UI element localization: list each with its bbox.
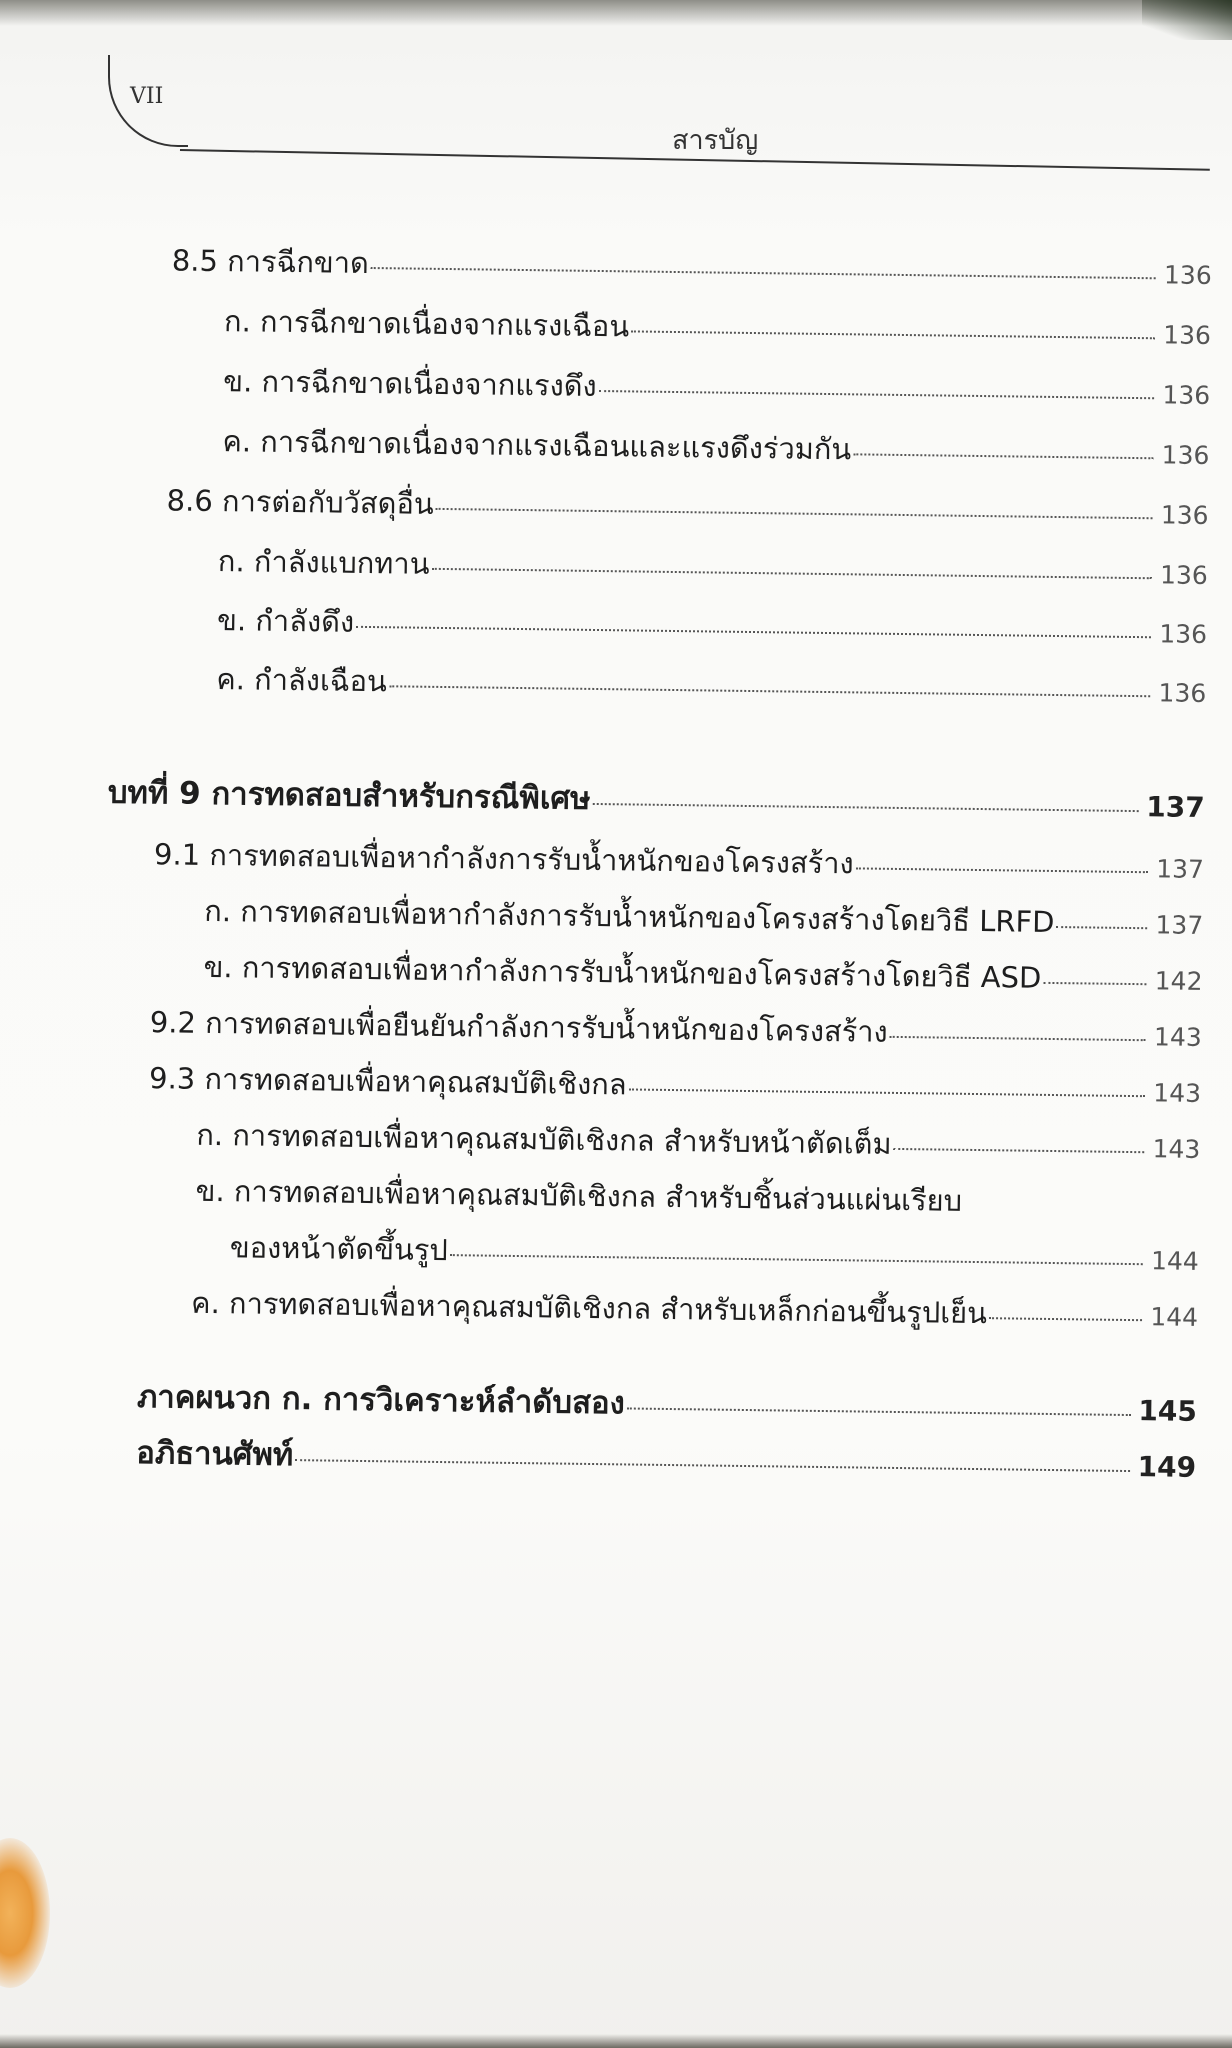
toc-entry-9-3-b[interactable]: ข. การทดสอบเพื่อหาคุณสมบัติเชิงกล สำหรับชิ้นส่วนแผ่นเรียบ <box>195 1173 963 1218</box>
toc-entry-8-5-c[interactable] <box>222 423 1209 472</box>
toc-entry-8-5-a[interactable] <box>224 303 1211 352</box>
toc-entry-page: 145 <box>1138 1394 1198 1428</box>
dot-leader <box>599 390 1155 399</box>
toc-entry-label: 9.2 การทดสอบเพื่อยืนยันกำลังการรับน้ำหนักของโครงสร้าง <box>149 1005 888 1049</box>
dot-leader <box>629 1088 1146 1097</box>
toc-entry-9-1-b[interactable] <box>203 949 1202 998</box>
dot-leader <box>295 1459 1129 1472</box>
dot-leader <box>371 267 1156 279</box>
toc-entry-9-3[interactable] <box>149 1060 1201 1110</box>
page-title: สารบัญ <box>672 125 759 156</box>
toc-entry-page: 137 <box>1146 790 1205 824</box>
toc-appendix-a[interactable] <box>137 1378 1197 1431</box>
toc-entry-8-5-b[interactable] <box>223 363 1210 412</box>
toc-entry-8-5[interactable] <box>172 242 1212 292</box>
toc-entry-9-1-a[interactable] <box>204 893 1203 942</box>
toc-entry-page: 137 <box>1156 854 1205 884</box>
toc-entry-label: ก. การทดสอบเพื่อหาคุณสมบัติเชิงกล สำหรับหน้าตัดเต็ม <box>196 1117 892 1161</box>
dot-leader <box>893 1148 1144 1153</box>
toc-entry-page: 143 <box>1152 1134 1201 1164</box>
toc-entry-label: 9.1 การทดสอบเพื่อหากำลังการรับน้ำหนักของโครงสร้าง <box>153 837 854 881</box>
toc-entry-page: 149 <box>1137 1450 1197 1484</box>
toc-entry-label: ข. กำลังดึง <box>216 603 355 639</box>
toc-entry-8-6-a[interactable] <box>218 543 1208 592</box>
toc-entry-page: 143 <box>1153 1022 1202 1052</box>
toc-entry-label: 8.5 การฉีกขาด <box>171 243 370 280</box>
toc-entry-label: 8.6 การต่อกับวัสดุอื่น <box>166 483 434 521</box>
dot-leader <box>431 568 1152 579</box>
toc-entry-9-3-a[interactable] <box>196 1117 1200 1166</box>
toc-entry-8-6[interactable] <box>166 482 1208 532</box>
toc-entry-9-3-c[interactable] <box>191 1285 1198 1334</box>
toc-glossary[interactable] <box>136 1434 1196 1487</box>
toc-entry-8-6-c[interactable] <box>216 661 1206 710</box>
toc-entry-page: 136 <box>1160 500 1209 530</box>
toc-entry-page: 136 <box>1159 619 1208 649</box>
toc-entry-label: ข. การฉีกขาดเนื่องจากแรงดึง <box>223 364 597 403</box>
toc-entry-label: ภาคผนวก ก. การวิเคราะห์ลำดับสอง <box>136 1379 625 1422</box>
toc-entry-9-3-b-continued[interactable] <box>230 1229 1199 1278</box>
dot-leader <box>356 626 1151 638</box>
toc-entry-page: 136 <box>1163 320 1212 351</box>
toc-entry-label: ค. การฉีกขาดเนื่องจากแรงเฉือนและแรงดึงร่วมกัน <box>222 424 852 467</box>
toc-entry-page: 136 <box>1163 260 1212 291</box>
toc-entry-page: 144 <box>1150 1302 1199 1332</box>
toc-entry-label: อภิธานศัพท์ <box>135 1435 294 1474</box>
toc-entry-label: 9.3 การทดสอบเพื่อหาคุณสมบัติเชิงกล <box>148 1061 627 1102</box>
toc-entry-page: 136 <box>1158 678 1207 708</box>
dot-leader <box>853 453 1153 459</box>
toc-entry-label: ค. การทดสอบเพื่อหาคุณสมบัติเชิงกล สำหรับเหล็กก่อนขึ้นรูปเย็น <box>190 1285 988 1331</box>
toc-entry-label: ก. การฉีกขาดเนื่องจากแรงเฉือน <box>223 304 630 344</box>
toc-entry-page: 142 <box>1154 966 1203 996</box>
toc-entry-label: ค. กำลังเฉือน <box>216 662 388 699</box>
dot-leader <box>389 685 1151 697</box>
toc-entry-page: 143 <box>1153 1078 1202 1108</box>
toc-entry-label: ก. กำลังแบกทาน <box>217 544 430 581</box>
dot-leader <box>856 867 1149 873</box>
toc-entry-9-2[interactable] <box>150 1004 1202 1054</box>
toc-entry-8-6-b[interactable] <box>217 602 1207 651</box>
dot-leader <box>450 1254 1143 1265</box>
toc-entry-label: ของหน้าตัดขึ้นรูป <box>229 1230 449 1268</box>
toc-chapter-9[interactable] <box>108 774 1205 827</box>
toc-entry-page: 136 <box>1161 440 1210 470</box>
toc-entry-page: 144 <box>1150 1246 1200 1276</box>
dot-leader <box>592 803 1138 812</box>
toc-entry-label: บทที่ 9 การทดสอบสำหรับกรณีพิเศษ <box>107 774 591 817</box>
dot-leader <box>627 1407 1131 1416</box>
toc-entry-page: 137 <box>1155 910 1204 940</box>
dot-leader <box>631 330 1155 339</box>
dot-leader <box>1043 982 1146 985</box>
dot-leader <box>436 508 1153 519</box>
toc-entry-page: 136 <box>1159 560 1208 590</box>
toc-entry-9-1[interactable] <box>154 836 1204 886</box>
dot-leader <box>989 1317 1142 1321</box>
toc-entry-label: ก. การทดสอบเพื่อหากำลังการรับน้ำหนักของโครงสร้างโดยวิธี LRFD <box>204 893 1055 940</box>
dot-leader <box>1056 926 1147 929</box>
toc-entry-label: ข. การทดสอบเพื่อหากำลังการรับน้ำหนักของโครงสร้างโดยวิธี ASD <box>203 949 1042 995</box>
dot-leader <box>890 1036 1146 1041</box>
toc-entry-page: 136 <box>1162 380 1211 410</box>
page-number: VII <box>130 84 164 109</box>
